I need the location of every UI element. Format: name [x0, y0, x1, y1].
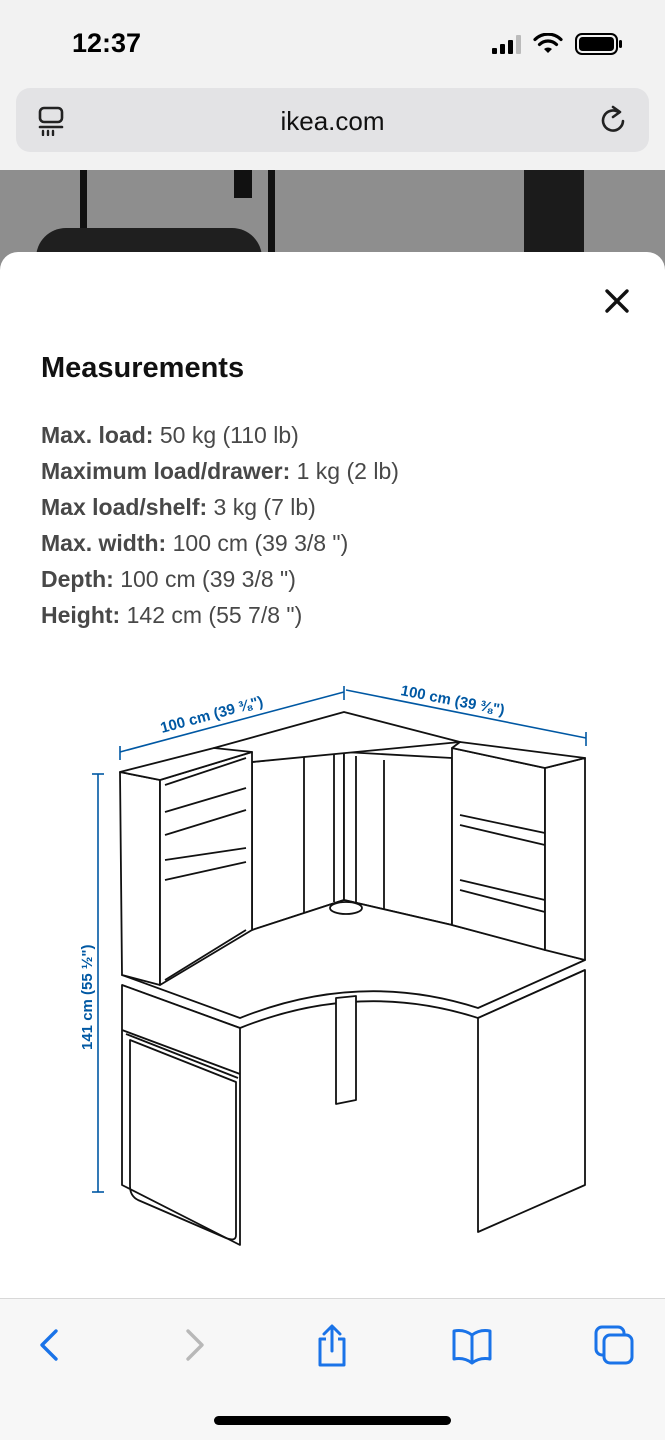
spec-value: 142 cm (55 7/8 ") — [126, 602, 303, 628]
spec-label: Maximum load/drawer: — [41, 458, 291, 484]
battery-icon — [575, 32, 623, 56]
specs-list — [41, 418, 621, 634]
reload-icon[interactable] — [599, 104, 629, 136]
dimension-height: 141 cm (55 ½") — [79, 944, 96, 1050]
status-bar — [0, 0, 665, 88]
spec-row — [41, 418, 621, 454]
close-icon[interactable] — [598, 282, 636, 320]
spec-row — [41, 598, 621, 634]
back-icon[interactable] — [28, 1323, 72, 1367]
wifi-icon — [533, 33, 563, 55]
home-indicator — [214, 1416, 451, 1425]
address-bar[interactable] — [16, 88, 649, 152]
spec-value: 100 cm (39 3/8 ") — [120, 566, 296, 592]
spec-label: Max. load: — [41, 422, 154, 448]
spec-value: 3 kg (7 lb) — [213, 494, 316, 520]
tabs-icon[interactable] — [592, 1323, 636, 1367]
spec-value: 50 kg (110 lb) — [159, 422, 299, 448]
bookmarks-icon[interactable] — [450, 1323, 494, 1367]
desk-outline — [120, 712, 585, 1245]
forward-icon[interactable] — [172, 1323, 216, 1367]
spec-row — [41, 454, 621, 490]
spec-row — [41, 526, 621, 562]
spec-label: Max. width: — [41, 530, 167, 556]
spec-label: Height: — [41, 602, 121, 628]
cellular-signal-icon — [492, 34, 521, 54]
spec-value: 100 cm (39 3/8 ") — [172, 530, 349, 556]
desk-dimension-diagram — [60, 650, 620, 1270]
sheet-title: Measurements — [41, 352, 245, 384]
spec-label: Max load/shelf: — [41, 494, 208, 520]
dimension-width-left: 100 cm (39 ⅜") — [158, 693, 265, 737]
dimension-width-right: 100 cm (39 ⅜") — [399, 682, 507, 720]
url-text[interactable]: ikea.com — [280, 106, 385, 136]
share-icon[interactable] — [310, 1323, 354, 1367]
status-time: 12:37 — [72, 28, 142, 58]
spec-value: 1 kg (2 lb) — [296, 458, 399, 484]
spec-label: Depth: — [41, 566, 114, 592]
status-icons — [492, 32, 623, 56]
spec-row — [41, 562, 621, 598]
spec-row — [41, 490, 621, 526]
